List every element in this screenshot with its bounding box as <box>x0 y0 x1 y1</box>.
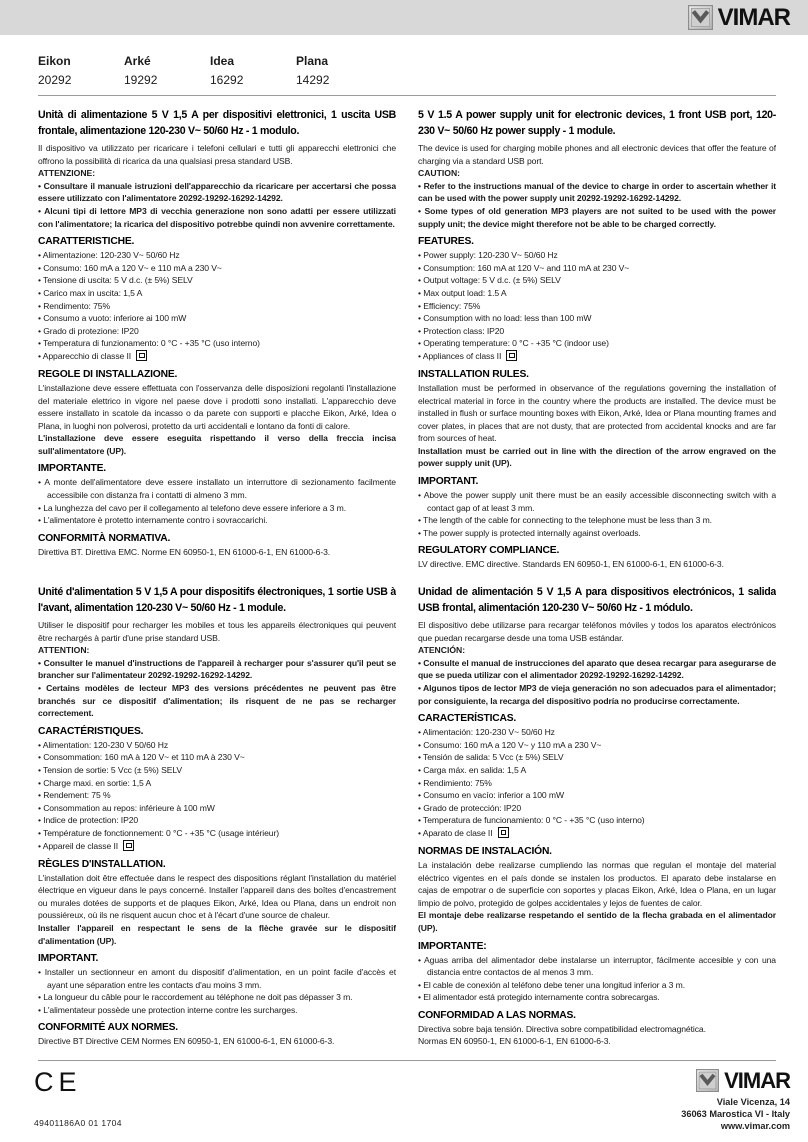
bullet-item: • Tension de sortie: 5 Vcc (± 5%) SELV <box>38 764 396 777</box>
important-list <box>38 476 396 526</box>
bullet-item: • Installer un sectionneur en amont du dispositif d'alimentation, en un point facile d'accès et ayant une séparation entre les contacts d'au moins 3 mm. <box>38 966 396 991</box>
class-ii-label: Appareil de classe II <box>42 840 119 851</box>
bullet-item: • Protection class: IP20 <box>418 325 776 338</box>
bullet-item: • Efficiency: 75% <box>418 300 776 313</box>
bullet-item: • A monte dell'alimentatore deve essere installato un interruttore di sezionamento facilmente accessibile con distanza fra i contatti di almeno 3 mm. <box>38 476 396 501</box>
bullet-item: • Alcuni tipi di lettore MP3 di vecchia generazione non sono adatti per essere utilizzati con l'alimentatore; la ricarica del dispositivo potrebbe quindi non avvenire correttamente. <box>38 205 396 230</box>
bullet-item: • Consumo: 160 mA a 120 V~ e 110 mA a 230 V~ <box>38 262 396 275</box>
footer-right <box>681 1069 790 1132</box>
features-heading: CARACTÉRISTIQUES. <box>38 725 144 737</box>
class-ii-label: Aparato de clase II <box>422 827 493 838</box>
bullet-item: • Tensión de salida: 5 Vcc (± 5%) SELV <box>418 751 776 764</box>
intro-text: Utiliser le dispositif pour recharger les mobiles et tous les appareils électroniques qui peuvent être rechargés à partir d'une prise standard USB. <box>38 620 396 643</box>
bullet-item: • Certains modèles de lecteur MP3 des versions précédentes ne peuvent pas être branchés sur ce dispositif d'alimentation; ils risquent de ne pas se recharger correctement. <box>38 682 396 720</box>
product-code: 16292 <box>210 73 244 87</box>
important-heading: IMPORTANTE: <box>418 940 487 952</box>
features-list <box>38 739 396 840</box>
compliance-text: LV directive. EMC directive. Standards EN 60950-1, EN 61000-6-1, EN 61000-6-3. <box>418 559 724 570</box>
intro-text: The device is used for charging mobile phones and all electronic devices that offer the feature of charging via a standard USB port. <box>418 143 776 166</box>
installation-text: La instalación debe realizarse cumpliendo las normas que regulan el montaje del material eléctrico vigentes en el país donde se instalen los productos. El aparato debe instalarse en cajas de empotrar o de superficie con soportes y placas Eikon, Arké, Idea o Plana, en un lugar limpio de polvo, protegido de golpes accidentales y lejos de fuentes de calor. <box>418 859 776 908</box>
product-series-name: Plana <box>296 54 329 68</box>
bullet-item: • Algunos tipos de lector MP3 de vieja generación no son adecuados para el alimentador; por consiguiente, la recarga del dispositivo podría no producirse correctamente. <box>418 682 776 707</box>
installation-heading: NORMAS DE INSTALACIÓN. <box>418 845 552 857</box>
vimar-wordmark: VIMAR <box>724 1067 790 1093</box>
bullet-item: • Alimentazione: 120-230 V~ 50/60 Hz <box>38 249 396 262</box>
bullet-item: • El cable de conexión al teléfono debe tener una longitud inferior a 3 m. <box>418 979 776 992</box>
installation-bold-text: L'installazione deve essere eseguita rispettando il verso della freccia incisa sull'alimentatore (UP). <box>38 433 396 456</box>
compliance-heading: CONFORMIDAD A LAS NORMAS. <box>418 1009 576 1021</box>
bullet-item: • Carga máx. en salida: 1,5 A <box>418 764 776 777</box>
bullet-item: • Rendimento: 75% <box>38 300 396 313</box>
bullet-item: • La longueur du câble pour le raccordement au téléphone ne doit pas dépasser 3 m. <box>38 991 396 1004</box>
vimar-logo-icon <box>696 1069 719 1092</box>
bullet-item: • Consultare il manuale istruzioni dell'apparecchio da ricaricare per accertarsi che possa essere utilizzato con l'alimentatore 20292-19292-16292-14292. <box>38 180 396 205</box>
caution-list <box>38 657 396 720</box>
class-ii-line <box>418 350 776 363</box>
class-ii-label: Appliances of class II <box>422 350 502 361</box>
installation-bold-text: Installer l'appareil en respectant le sens de la flèche gravée sur le dispositif d'alimentation (UP). <box>38 922 396 946</box>
bullet-item: • Rendement: 75 % <box>38 789 396 802</box>
important-list <box>418 489 776 539</box>
caution-list <box>418 180 776 230</box>
section-title: Unité d'alimentation 5 V 1,5 A pour dispositifs électroniques, 1 sortie USB à l'avant, alimentation 120-230 V~ 50/60 Hz - 1 module. <box>38 586 396 615</box>
caution-list <box>418 657 776 707</box>
bullet-item: • Consommation au repos: inférieure à 100 mW <box>38 802 396 815</box>
bullet-item: • Operating temperature: 0 °C - +35 °C (indoor use) <box>418 337 776 350</box>
installation-text: L'installation doit être effectuée dans le respect des dispositions réglant l'installation du matériel électrique en vigueur dans le pays concerné. Installer l'appareil dans des boîtes d'encastrement ou murales dotées de supports et de plaques Eikon, Arké, Idea ou Plana, dans un endroit non poussiéreux, où ils ne risquent aucun choc et à l'écart d'une source de chaleur. <box>38 872 396 921</box>
section-title: 5 V 1.5 A power supply unit for electronic devices, 1 front USB port, 120-230 V~ 50/60 Hz power supply - 1 module. <box>418 109 776 137</box>
bullet-item: • Grado de protección: IP20 <box>418 802 776 815</box>
caution-label: ATTENZIONE: <box>38 168 96 179</box>
installation-text: Installation must be performed in observance of the regulations governing the installation of electrical material in force in the country where the products are installed. The device must be installed in flush or surface mounting boxes with Eikon, Arké, Idea or Plana mounting frames and cover plates, in places that are not dusty, that are protected from accidental knocks and are far from sources of heat. <box>418 382 776 444</box>
class-ii-icon <box>498 827 509 838</box>
product-code: 19292 <box>124 73 158 87</box>
bullet-item: • Température de fonctionnement: 0 °C - +35 °C (usage intérieur) <box>38 827 396 840</box>
section-english <box>418 107 776 571</box>
compliance-heading: REGULATORY COMPLIANCE. <box>418 545 560 557</box>
section-italian <box>38 107 396 571</box>
bullet-item: • Above the power supply unit there must be an easily accessible disconnecting switch with a contact gap of at least 3 mm. <box>418 489 776 514</box>
bullet-item: • Tensione di uscita: 5 V d.c. (± 5%) SELV <box>38 274 396 287</box>
bullet-item: • Consumo en vacío: inferior a 100 mW <box>418 789 776 802</box>
class-ii-line <box>38 840 396 853</box>
caution-label: ATENCIÓN: <box>418 645 466 656</box>
product-codes-row <box>0 35 808 95</box>
class-ii-icon <box>506 350 517 361</box>
bullet-item: • Consumo a vuoto: inferiore ai 100 mW <box>38 312 396 325</box>
installation-heading: REGOLE DI INSTALLAZIONE. <box>38 368 178 380</box>
ce-mark: CE <box>34 1067 82 1098</box>
caution-label: CAUTION: <box>418 168 461 179</box>
class-ii-icon <box>123 840 134 851</box>
bullet-item: • Consumption with no load: less than 100 mW <box>418 312 776 325</box>
content-grid <box>0 96 808 1060</box>
compliance-heading: CONFORMITÀ NORMATIVA. <box>38 532 171 544</box>
bullet-item: • L'alimentateur possède une protection interne contre les surcharges. <box>38 1004 396 1017</box>
bullet-item: • Consumption: 160 mA at 120 V~ and 110 mA at 230 V~ <box>418 262 776 275</box>
compliance-heading: CONFORMITÉ AUX NORMES. <box>38 1022 178 1034</box>
important-heading: IMPORTANT. <box>38 953 99 965</box>
features-heading: CARATTERISTICHE. <box>38 236 135 248</box>
bullet-item: • Max output load: 1.5 A <box>418 287 776 300</box>
installation-bold-text: El montaje debe realizarse respetando el sentido de la flecha grabada en el alimentador (UP). <box>418 910 776 933</box>
important-heading: IMPORTANT. <box>418 476 479 488</box>
installation-text: L'installazione deve essere effettuata con l'osservanza delle disposizioni regolanti l'installazione del materiale elettrico in vigore nel paese dove i prodotti sono installati. L'apparecchio deve essere installato in scatole da incasso o da parete con supporti e placche Eikon, Arké, Idea o Plana, in luoghi non polverosi, protetto da urti accidentali e lontano da fonti di calore. <box>38 382 396 431</box>
product-code: 14292 <box>296 73 330 87</box>
bullet-item: • The length of the cable for connecting to the telephone must be less than 3 m. <box>418 514 776 527</box>
compliance-text: Directive BT Directive CEM Normes EN 60950-1, EN 61000-6-1, EN 61000-6-3. <box>38 1036 335 1047</box>
bullet-item: • Charge maxi. en sortie: 1,5 A <box>38 777 396 790</box>
bullet-item: • Consulte el manual de instrucciones del aparato que desea recargar para asegurarse de que se pueda utilizar con el alimentador 20292-19292-16292-14292. <box>418 657 776 682</box>
section-title: Unità di alimentazione 5 V 1,5 A per dispositivi elettronici, 1 uscita USB frontale, alimentazione 120-230 V~ 50/60 Hz - 1 modulo. <box>38 109 396 137</box>
bullet-item: • Refer to the instructions manual of the device to charge in order to ascertain whether it can be used with the power supply unit 20292-19292-16292-14292. <box>418 180 776 205</box>
bullet-item: • Consumo: 160 mA a 120 V~ y 110 mA a 230 V~ <box>418 739 776 752</box>
top-bar <box>0 0 808 35</box>
product-idea <box>210 54 296 87</box>
bullet-item: • Power supply: 120-230 V~ 50/60 Hz <box>418 249 776 262</box>
caution-list <box>38 180 396 230</box>
section-spanish <box>418 584 776 1048</box>
class-ii-line <box>418 827 776 840</box>
address-line: 36063 Marostica VI - Italy <box>681 1109 790 1120</box>
document-code: 49401186A0 01 1704 <box>34 1118 122 1129</box>
bullet-item: • Consulter le manuel d'instructions de l'appareil à recharger pour s'assurer qu'il peut se brancher sur l'alimentateur 20292-19292-16292-14292. <box>38 657 396 682</box>
product-series-name: Arké <box>124 54 151 68</box>
installation-heading: RÈGLES D'INSTALLATION. <box>38 858 166 870</box>
product-series-name: Eikon <box>38 54 71 68</box>
important-heading: IMPORTANTE. <box>38 463 106 475</box>
bullet-item: • L'alimentatore è protetto internamente contro i sovraccarichi. <box>38 514 396 527</box>
product-series-name: Idea <box>210 54 235 68</box>
intro-text: El dispositivo debe utilizarse para recargar teléfonos móviles y todos los aparatos electrónicos que puedan recargarse desde una toma USB estándar. <box>418 620 776 643</box>
features-list <box>418 726 776 827</box>
product-eikon <box>38 54 124 87</box>
bullet-item: • Some types of old generation MP3 players are not suited to be used with the power supply unit; the device might therefore not be able to be charged correctly. <box>418 205 776 230</box>
features-list <box>38 249 396 350</box>
caution-label: ATTENTION: <box>38 645 90 656</box>
intro-text: Il dispositivo va utilizzato per ricaricare i telefoni cellulari e tutti gli apparecchi elettronici che offrono la possibilità di ricarica da una qualsiasi presa standard USB. <box>38 143 396 166</box>
important-list <box>38 966 396 1016</box>
class-ii-line <box>38 350 396 363</box>
website-url: www.vimar.com <box>720 1121 790 1132</box>
address-line: Viale Vicenza, 14 <box>716 1097 790 1108</box>
vimar-logo <box>688 5 790 30</box>
footer-left <box>34 1069 122 1128</box>
bullet-item: • Carico max in uscita: 1,5 A <box>38 287 396 300</box>
product-code: 20292 <box>38 73 72 87</box>
features-list <box>418 249 776 350</box>
installation-bold-text: Installation must be carried out in line with the direction of the arrow engraved on the power supply unit (UP). <box>418 445 776 469</box>
bullet-item: • Rendimiento: 75% <box>418 777 776 790</box>
bullet-item: • Aguas arriba del alimentador debe instalarse un interruptor, fácilmente accesible y con una distancia entre contactos de al menos 3 mm. <box>418 954 776 979</box>
bullet-item: • Output voltage: 5 V d.c. (± 5%) SELV <box>418 274 776 287</box>
section-title: Unidad de alimentación 5 V 1,5 A para dispositivos electrónicos, 1 salida USB frontal, alimentación 120-230 V~ 50/60 Hz - 1 módulo. <box>418 586 776 615</box>
product-arke <box>124 54 210 87</box>
footer <box>0 1061 808 1132</box>
bullet-item: • Consommation: 160 mA à 120 V~ et 110 mA à 230 V~ <box>38 751 396 764</box>
important-list <box>418 954 776 1004</box>
installation-heading: INSTALLATION RULES. <box>418 368 529 380</box>
bullet-item: • Temperatura di funzionamento: 0 °C - +35 °C (uso interno) <box>38 337 396 350</box>
features-heading: CARACTERÍSTICAS. <box>418 713 517 725</box>
bullet-item: • La lunghezza del cavo per il collegamento al telefono deve essere inferiore a 3 m. <box>38 502 396 515</box>
product-plana <box>296 54 382 87</box>
vimar-wordmark: VIMAR <box>717 3 790 31</box>
section-french <box>38 584 396 1048</box>
class-ii-label: Apparecchio di classe II <box>42 350 132 361</box>
features-heading: FEATURES. <box>418 236 474 248</box>
compliance-text: Direttiva BT. Direttiva EMC. Norme EN 60950-1, EN 61000-6-1, EN 61000-6-3. <box>38 546 331 557</box>
company-address <box>681 1096 790 1132</box>
bullet-item: • The power supply is protected internally against overloads. <box>418 527 776 540</box>
vimar-logo-icon <box>688 5 713 30</box>
bullet-item: • El alimentador está protegido internamente contra sobrecargas. <box>418 991 776 1004</box>
bullet-item: • Indice de protection: IP20 <box>38 814 396 827</box>
bullet-item: • Alimentation: 120-230 V 50/60 Hz <box>38 739 396 752</box>
compliance-text: Directiva sobre baja tensión. Directiva sobre compatibilidad electromagnética. Normas EN 60950-1, EN 61000-6-1, EN 61000-6-3. <box>418 1023 706 1047</box>
class-ii-icon <box>136 350 147 361</box>
bullet-item: • Temperatura de funcionamiento: 0 °C - +35 °C (uso interno) <box>418 814 776 827</box>
bullet-item: • Alimentación: 120-230 V~ 50/60 Hz <box>418 726 776 739</box>
bullet-item: • Grado di protezione: IP20 <box>38 325 396 338</box>
vimar-logo <box>696 1069 790 1092</box>
